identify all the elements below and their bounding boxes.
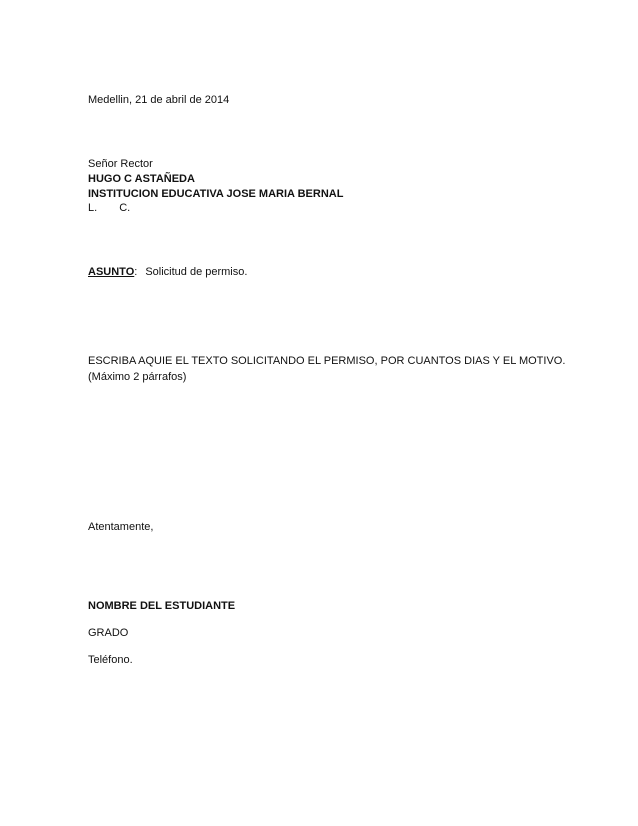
student-name: NOMBRE DEL ESTUDIANTE [88, 600, 236, 612]
subject-colon: : [134, 266, 138, 278]
letter-body: ESCRIBA AQUIE EL TEXTO SOLICITANDO EL PERMISO, POR CUANTOS DIAS Y EL MOTIVO. (Máximo 2 párrafos) [88, 355, 566, 383]
lc-second: C. [119, 202, 131, 214]
phone-label: Teléfono. [88, 654, 133, 666]
grade-label: GRADO [88, 627, 129, 639]
lc-line [88, 201, 130, 215]
letter-date: Medellin, 21 de abril de 2014 [88, 94, 230, 106]
salutation: Señor Rector [88, 158, 153, 170]
recipient-name: HUGO C ASTAÑEDA [88, 173, 195, 185]
subject-value: Solicitud de permiso. [145, 266, 248, 278]
institution-name: INSTITUCION EDUCATIVA JOSE MARIA BERNAL [88, 188, 344, 200]
subject-line [88, 265, 247, 279]
subject-label: ASUNTO [88, 266, 135, 278]
closing: Atentamente, [88, 521, 154, 533]
lc-first: L. [88, 202, 98, 214]
